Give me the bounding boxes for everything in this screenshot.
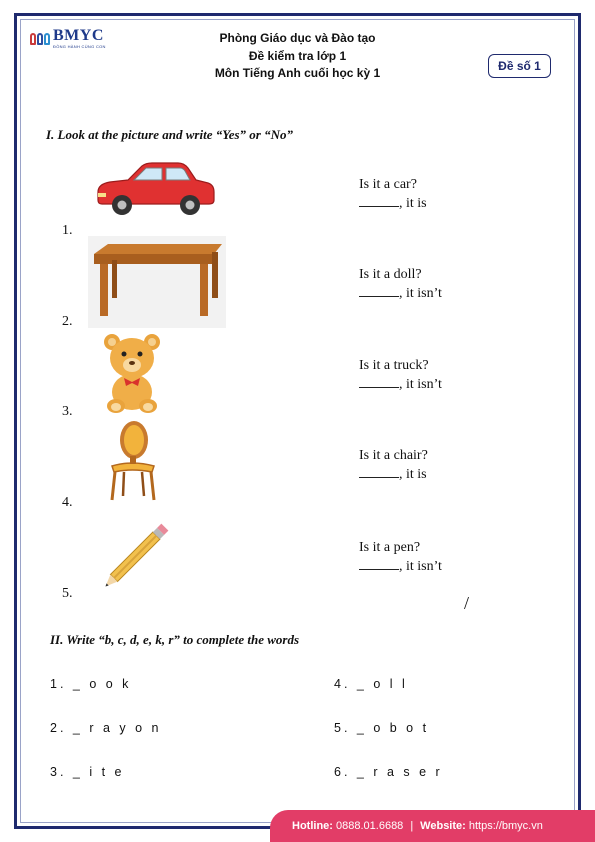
brand-tagline: ĐỒNG HÀNH CÙNG CON xyxy=(53,44,106,49)
item-number: 3. xyxy=(62,404,73,419)
word-item[interactable]: 5. _ o b o t xyxy=(334,721,430,735)
table-icon xyxy=(88,236,226,328)
footer-separator: | xyxy=(410,820,414,832)
website-label: Website: xyxy=(420,820,466,832)
question-text: Is it a doll? xyxy=(359,267,422,282)
question-3 xyxy=(359,356,442,394)
header-subject: Môn Tiếng Anh cuối học kỳ 1 xyxy=(214,66,381,80)
item-number: 2. xyxy=(62,314,73,329)
section1-title: I. Look at the picture and write “Yes” or “No” xyxy=(46,127,294,142)
brand-name: BMYC xyxy=(53,27,104,44)
answer-suffix: , it isn’t xyxy=(399,286,442,301)
section2-title: II. Write “b, c, d, e, k, r” to complete the words xyxy=(50,632,300,647)
word-item[interactable]: 6. _ r a s e r xyxy=(334,765,443,779)
exam-number-badge: Đề số 1 xyxy=(488,54,551,78)
question-text: Is it a pen? xyxy=(359,540,421,555)
header-department: Phòng Giáo dục và Đào tạo xyxy=(219,31,376,45)
footer-bar xyxy=(270,810,595,842)
brand-logo xyxy=(30,28,106,49)
answer-suffix: , it isn’t xyxy=(399,377,442,392)
question-2 xyxy=(359,265,442,303)
logo-mark-icon xyxy=(30,33,50,45)
question-text: Is it a car? xyxy=(359,177,417,192)
answer-blank[interactable] xyxy=(359,197,399,207)
stray-mark: / xyxy=(464,593,470,613)
item-number: 1. xyxy=(62,223,73,238)
answer-blank[interactable] xyxy=(359,287,399,297)
hotline-number[interactable]: 0888.01.6688 xyxy=(336,820,404,832)
question-text: Is it a truck? xyxy=(359,358,429,373)
word-item[interactable]: 2. _ r a y o n xyxy=(50,721,162,735)
answer-suffix: , it is xyxy=(399,467,427,482)
car-icon xyxy=(92,160,218,218)
answer-suffix: , it is xyxy=(399,196,427,211)
chair-icon xyxy=(106,420,158,502)
word-item[interactable]: 3. _ i t e xyxy=(50,765,125,779)
exam-header xyxy=(150,30,445,83)
word-item[interactable]: 1. _ o o k xyxy=(50,677,132,691)
header-exam-title: Đề kiểm tra lớp 1 xyxy=(248,48,347,63)
answer-blank[interactable] xyxy=(359,378,399,388)
question-1 xyxy=(359,175,427,213)
question-4 xyxy=(359,446,428,484)
teddy-bear-icon xyxy=(102,332,162,414)
answer-suffix: , it isn’t xyxy=(399,559,442,574)
question-5 xyxy=(359,538,442,576)
item-number: 4. xyxy=(62,495,73,510)
pencil-icon xyxy=(96,514,180,594)
answer-blank[interactable] xyxy=(359,468,399,478)
answer-blank[interactable] xyxy=(359,560,399,570)
hotline-label: Hotline: xyxy=(292,820,333,832)
item-number: 5. xyxy=(62,586,73,601)
website-link[interactable]: https://bmyc.vn xyxy=(468,820,543,832)
word-item[interactable]: 4. _ o l l xyxy=(334,677,408,691)
question-text: Is it a chair? xyxy=(359,448,428,463)
